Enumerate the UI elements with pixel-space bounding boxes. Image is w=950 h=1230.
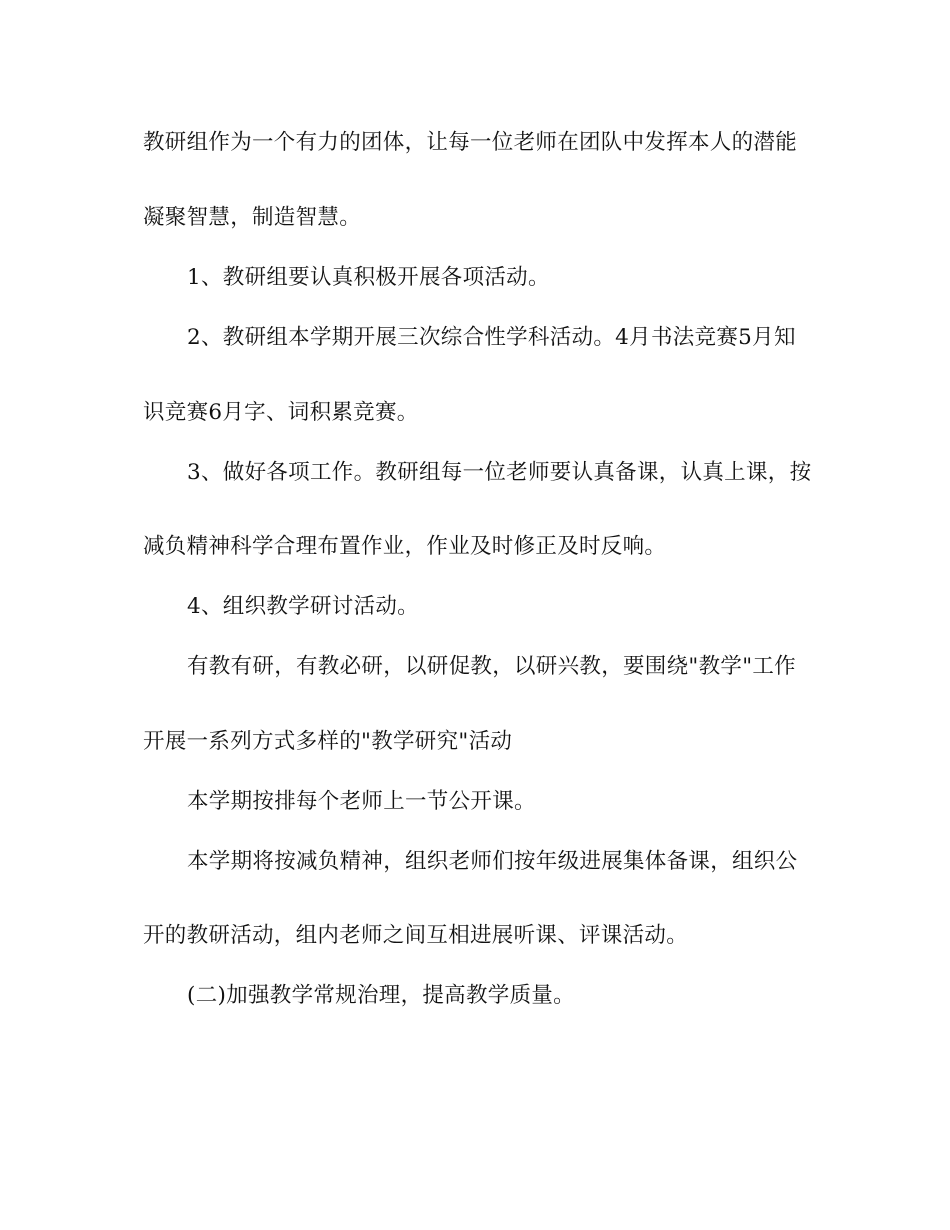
paragraph-line: 有教有研，有教必研，以研促教，以研兴教，要围绕"教学"工作 bbox=[187, 654, 796, 679]
paragraph-line: 凝聚智慧，制造智慧。 bbox=[143, 205, 362, 230]
paragraph-line: 减负精神科学合理布置作业，作业及时修正及时反响。 bbox=[143, 534, 667, 559]
paragraph-line: 开的教研活动，组内老师之间互相进展听课、评课活动。 bbox=[143, 923, 689, 948]
paragraph-line: 本学期按排每个老师上一节公开课。 bbox=[187, 789, 536, 814]
paragraph-line: 开展一系列方式多样的"教学研究"活动 bbox=[143, 729, 513, 754]
paragraph-line: 教研组作为一个有力的团体，让每一位老师在团队中发挥本人的潜能 bbox=[143, 130, 798, 155]
list-item-2: 2、教研组本学期开展三次综合性学科活动。4月书法竞赛5月知 bbox=[187, 325, 796, 350]
paragraph-line: 本学期将按减负精神，组织老师们按年级进展集体备课，组织公 bbox=[187, 849, 798, 874]
paragraph-line: 识竞赛6月字、词积累竞赛。 bbox=[143, 400, 419, 425]
list-item-4: 4、组织教学研讨活动。 bbox=[187, 594, 419, 619]
list-item-3: 3、做好各项工作。教研组每一位老师要认真备课，认真上课，按 bbox=[187, 460, 812, 485]
list-item-1: 1、教研组要认真积极开展各项活动。 bbox=[187, 265, 550, 290]
section-heading: (二)加强教学常规治理，提高教学质量。 bbox=[187, 983, 575, 1008]
